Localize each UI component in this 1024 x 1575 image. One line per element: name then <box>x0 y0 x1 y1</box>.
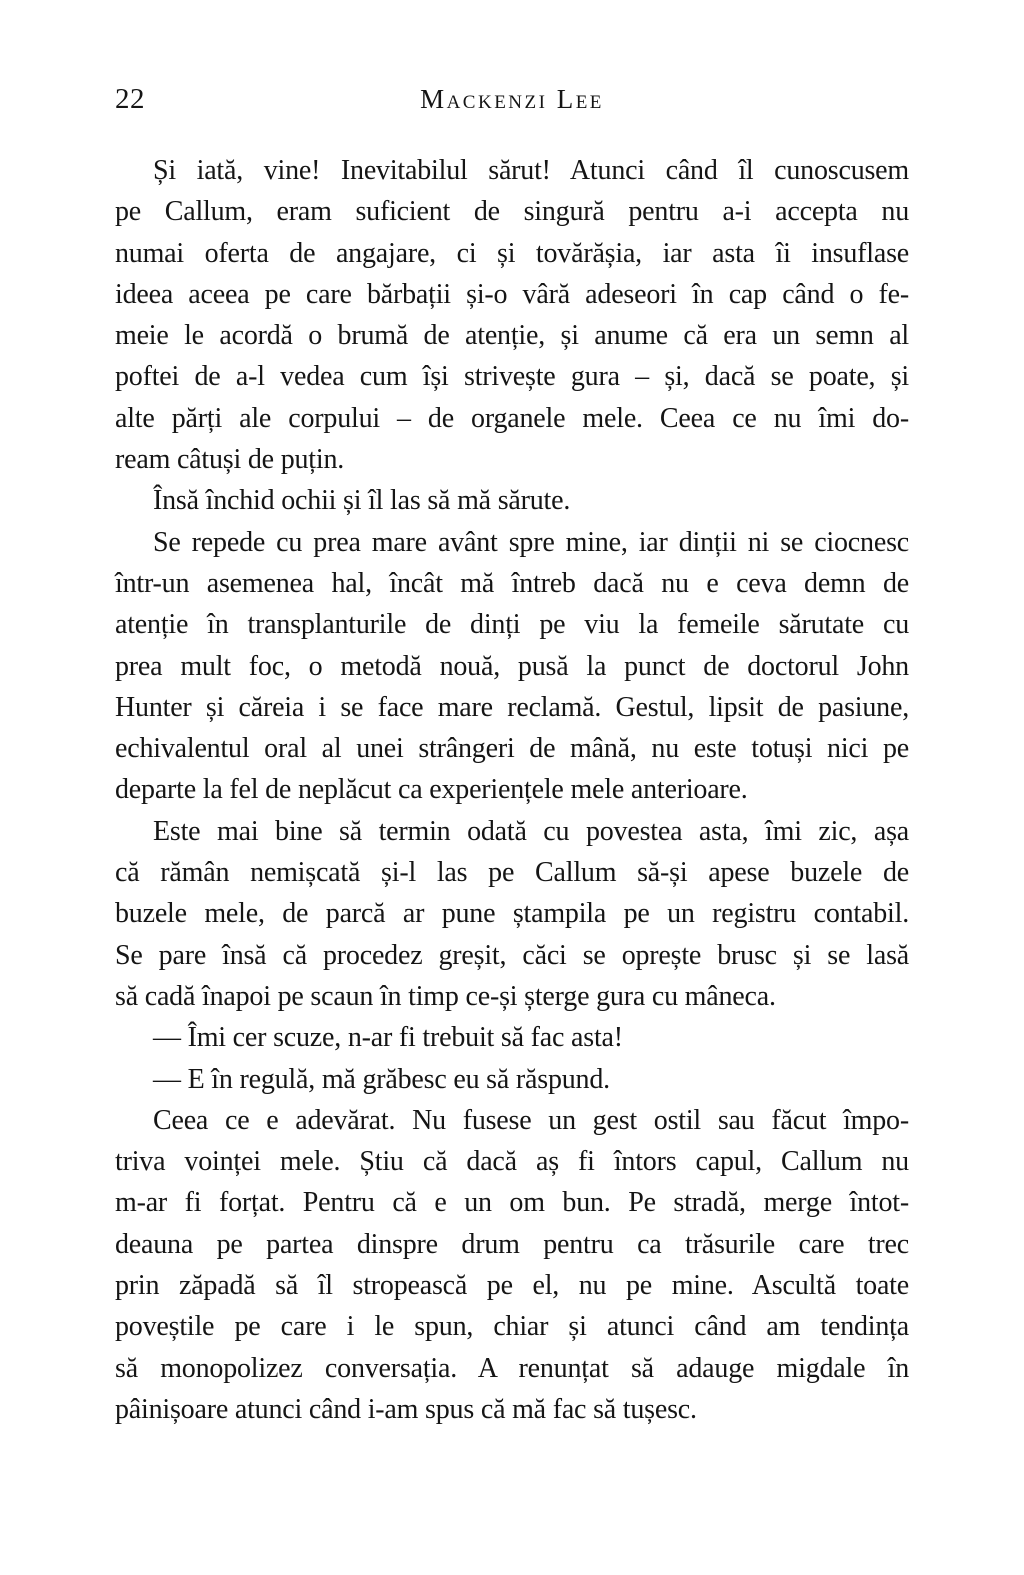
paragraph <box>115 1100 909 1430</box>
running-header: Mackenzi Lee <box>420 84 604 114</box>
text-line: într-un asemenea hal, încât mă întreb dacă nu e ceva demn de <box>115 567 909 599</box>
text-line: — Îmi cer scuze, n-ar fi trebuit să fac asta! <box>153 1022 623 1054</box>
paragraph <box>115 150 909 480</box>
text-line: poftei de a-l vedea cum își strivește gura – și, dacă se poate, și <box>115 361 909 393</box>
paragraph <box>115 480 909 521</box>
text-line: să cadă înapoi pe scaun în timp ce-și șterge gura cu mâneca. <box>115 980 776 1012</box>
text-line: triva voinței mele. Știu că dacă aș fi întors capul, Callum nu <box>115 1146 909 1178</box>
text-line: m-ar fi forțat. Pentru că e un om bun. Pe stradă, merge întot- <box>115 1187 909 1219</box>
body-text <box>115 150 909 1430</box>
paragraph <box>115 1059 909 1100</box>
text-line: Este mai bine să termin odată cu povestea asta, îmi zic, așa <box>153 815 909 847</box>
text-line: — E în regulă, mă grăbesc eu să răspund. <box>153 1063 610 1095</box>
text-line: Însă închid ochii și îl las să mă sărute. <box>153 485 571 517</box>
text-line: să monopolizez conversația. A renunțat să adauge migdale în <box>115 1352 909 1384</box>
text-line: prin zăpadă să îl stropească pe el, nu pe mine. Ascultă toate <box>115 1270 909 1302</box>
text-line: buzele mele, de parcă ar pune ștampila pe un registru contabil. <box>115 898 909 930</box>
text-line: poveștile pe care i le spun, chiar și atunci când am tendința <box>115 1311 909 1343</box>
text-line: că rămân nemișcată și-l las pe Callum să-și apese buzele de <box>115 857 909 889</box>
text-line: ream câtuși de puțin. <box>115 444 345 476</box>
text-line: prea mult foc, o metodă nouă, pusă la punct de doctorul John <box>115 650 909 682</box>
text-line: pe Callum, eram suficient de singură pentru a-i accepta nu <box>115 196 909 228</box>
text-line: Ceea ce e adevărat. Nu fusese un gest ostil sau făcut împo- <box>153 1104 909 1136</box>
page-header <box>115 82 909 116</box>
text-line: meie le acordă o brumă de atenție, și anume că era un semn al <box>115 320 909 352</box>
text-line: echivalentul oral al unei strângeri de mână, nu este totuși nici pe <box>115 733 909 765</box>
text-line: Și iată, vine! Inevitabilul sărut! Atunci când îl cunoscusem <box>153 155 909 186</box>
text-line: Se repede cu prea mare avânt spre mine, iar dinții ni se ciocnesc <box>153 526 909 558</box>
text-line: pâinișoare atunci când i-am spus că mă fac să tușesc. <box>115 1393 697 1425</box>
page-number: 22 <box>115 83 145 115</box>
text-line: deauna pe partea dinspre drum pentru ca trăsurile care trec <box>115 1228 909 1260</box>
text-line: alte părți ale corpului – de organele mele. Ceea ce nu îmi do- <box>115 402 909 434</box>
text-line: ideea aceea pe care bărbații și-o vâră adeseori în cap când o fe- <box>115 278 909 310</box>
paragraph <box>115 522 909 811</box>
text-line: atenție în transplanturile de dinți pe viu la femeile sărutate cu <box>115 609 909 641</box>
text-line: Hunter și căreia i se face mare reclamă. Gestul, lipsit de pasiune, <box>115 691 909 723</box>
text-line: Se pare însă că procedez greșit, căci se oprește brusc și se lasă <box>115 939 909 971</box>
paragraph <box>115 811 909 1017</box>
text-line: departe la fel de neplăcut ca experiențele mele anterioare. <box>115 774 748 806</box>
text-line: numai oferta de angajare, ci și tovărășia, iar asta îi insuflase <box>115 237 909 269</box>
paragraph <box>115 1017 909 1058</box>
